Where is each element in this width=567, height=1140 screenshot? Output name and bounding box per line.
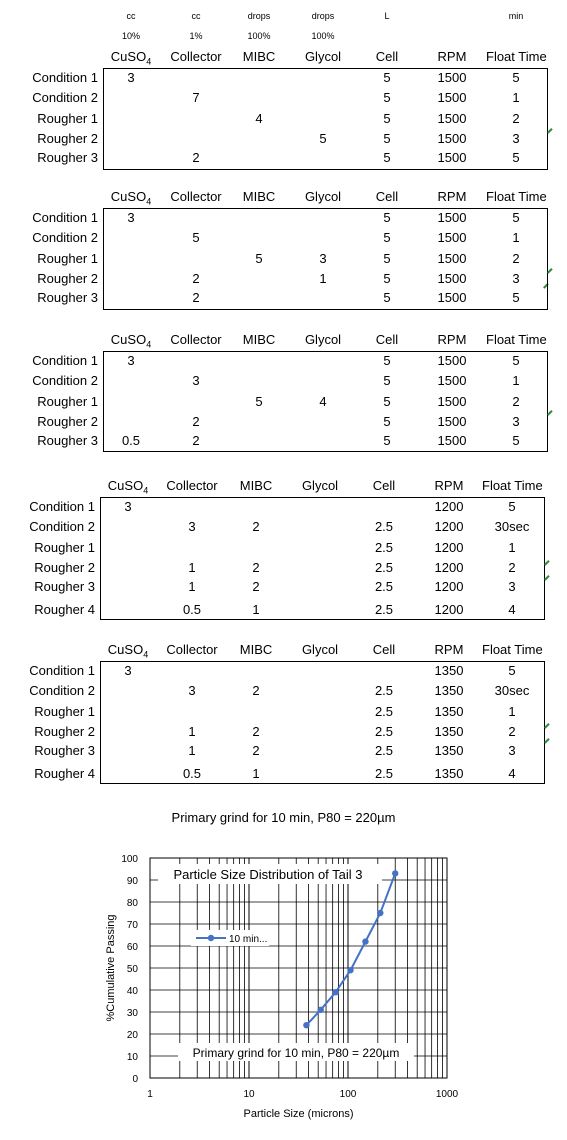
column-header: RPM — [437, 332, 467, 347]
table-cell: 5 — [383, 353, 391, 368]
row-label: Condition 2 — [32, 373, 98, 388]
table-cell: 30sec — [494, 519, 530, 534]
column-header: Float Time — [482, 478, 543, 493]
table-cell: 3 — [508, 743, 516, 758]
table-cell: 5 — [383, 373, 391, 388]
column-header: CuSO$_4$ — [110, 49, 152, 67]
column-header: Collector — [170, 189, 222, 204]
table-cell: 5 — [383, 150, 391, 165]
row-label: Rougher 2 — [37, 131, 98, 146]
table-cell: 2 — [192, 414, 200, 429]
table-cell: 2 — [252, 519, 260, 534]
subscript: 4 — [143, 485, 149, 496]
y-tick-label: 0 — [132, 1074, 138, 1085]
table-cell: 2 — [512, 111, 520, 126]
table-cell: 1200 — [434, 519, 464, 534]
table-cell: 7 — [192, 90, 200, 105]
table-cell: 1 — [188, 560, 196, 575]
row-label: Rougher 1 — [34, 704, 95, 719]
y-tick-label: 60 — [126, 942, 138, 953]
row-label: Rougher 3 — [37, 290, 98, 305]
unit-label: drops — [311, 11, 335, 21]
table-cell: 2 — [252, 560, 260, 575]
column-header: RPM — [434, 642, 464, 657]
table-cell: 2 — [252, 683, 260, 698]
column-header: Float Time — [486, 49, 547, 64]
data-point — [377, 910, 383, 916]
x-tick-label: 10 — [243, 1089, 255, 1100]
column-header: CuSO$_4$ — [110, 332, 152, 350]
x-tick-label: 100 — [339, 1089, 357, 1100]
table-cell: 1200 — [434, 560, 464, 575]
table-cell: 5 — [512, 290, 520, 305]
table-cell: 1500 — [437, 433, 467, 448]
table-cell: 4 — [508, 766, 516, 781]
table-cell: 4 — [319, 394, 327, 409]
table-cell: 5 — [512, 433, 520, 448]
table-cell: 5 — [383, 70, 391, 85]
table-cell: 30sec — [494, 683, 530, 698]
column-header: Cell — [372, 642, 396, 657]
table-cell: 0.5 — [182, 602, 202, 617]
table-cell: 5 — [383, 230, 391, 245]
column-header: MIBC — [239, 478, 273, 493]
y-tick-label: 70 — [126, 920, 138, 931]
table-cell: 5 — [512, 353, 520, 368]
column-header: RPM — [437, 49, 467, 64]
table-cell: 5 — [319, 131, 327, 146]
row-label: Rougher 3 — [34, 743, 95, 758]
table-cell: 5 — [512, 70, 520, 85]
table-cell: 0.5 — [182, 766, 202, 781]
column-header: Collector — [166, 642, 218, 657]
column-header: MIBC — [242, 49, 276, 64]
table-cell: 1500 — [437, 111, 467, 126]
table-cell: 1350 — [434, 766, 464, 781]
table-cell: 5 — [255, 251, 263, 266]
table-cell: 2.5 — [374, 704, 394, 719]
data-point — [392, 870, 398, 876]
table-cell: 2 — [252, 579, 260, 594]
row-label: Condition 1 — [32, 353, 98, 368]
table-cell: 5 — [383, 90, 391, 105]
unit-label: cc — [191, 11, 201, 21]
row-label: Rougher 1 — [37, 111, 98, 126]
table-cell: 1 — [252, 766, 260, 781]
table-cell: 1500 — [437, 210, 467, 225]
legend-label: 10 min... — [229, 934, 268, 945]
row-label: Rougher 1 — [37, 394, 98, 409]
column-header: MIBC — [239, 642, 273, 657]
table-cell: 1 — [512, 90, 520, 105]
table-cell: 2.5 — [374, 724, 394, 739]
subscript: 4 — [146, 56, 152, 67]
row-label: Condition 2 — [32, 230, 98, 245]
table-cell: 5 — [383, 433, 391, 448]
row-label: Condition 1 — [32, 210, 98, 225]
table-cell: 5 — [508, 663, 516, 678]
table-cell: 5 — [383, 210, 391, 225]
data-point — [303, 1022, 309, 1028]
table-cell: 3 — [124, 499, 132, 514]
table-cell: 2.5 — [374, 540, 394, 555]
cell-comment-marker — [547, 128, 557, 138]
row-label: Rougher 2 — [37, 271, 98, 286]
table-cell: 2 — [508, 560, 516, 575]
column-header: Cell — [372, 478, 396, 493]
table-cell: 1350 — [434, 663, 464, 678]
column-header: Float Time — [486, 332, 547, 347]
x-tick-label: 1000 — [435, 1089, 459, 1100]
table-cell: 0.5 — [121, 433, 141, 448]
table-cell: 4 — [255, 111, 263, 126]
table-cell: 1500 — [437, 251, 467, 266]
table-cell: 2.5 — [374, 602, 394, 617]
column-header: CuSO$_4$ — [107, 478, 149, 496]
table-cell: 1200 — [434, 540, 464, 555]
table-cell: 2.5 — [374, 579, 394, 594]
row-label: Condition 2 — [29, 519, 95, 534]
table-cell: 1500 — [437, 271, 467, 286]
row-label: Rougher 2 — [34, 724, 95, 739]
table-cell: 2 — [192, 433, 200, 448]
column-header: Cell — [375, 332, 399, 347]
row-label: Condition 1 — [29, 663, 95, 678]
row-label: Rougher 3 — [37, 433, 98, 448]
table-cell: 5 — [383, 414, 391, 429]
table-cell: 1200 — [434, 579, 464, 594]
table-cell: 1 — [508, 704, 516, 719]
table-cell: 1 — [188, 724, 196, 739]
table-cell: 3 — [512, 414, 520, 429]
table-cell: 1350 — [434, 683, 464, 698]
table-cell: 2 — [512, 251, 520, 266]
subscript: 4 — [146, 196, 152, 207]
cell-comment-marker — [547, 268, 557, 278]
y-tick-label: 10 — [126, 1052, 138, 1063]
grind-note: Primary grind for 10 min, P80 = 220µm — [171, 810, 396, 825]
legend-marker — [208, 935, 214, 941]
unit-percent: 10% — [121, 31, 140, 41]
table-cell: 1 — [512, 373, 520, 388]
table-cell: 1 — [512, 230, 520, 245]
table-cell: 1 — [188, 743, 196, 758]
y-tick-label: 30 — [126, 1008, 138, 1019]
particle-size-chart — [0, 840, 567, 1140]
table-cell: 5 — [383, 251, 391, 266]
table-cell: 3 — [319, 251, 327, 266]
table-cell: 2 — [512, 394, 520, 409]
y-tick-label: 90 — [126, 876, 138, 887]
unit-label: cc — [126, 11, 136, 21]
table-cell: 1500 — [437, 414, 467, 429]
table-cell: 3 — [508, 579, 516, 594]
column-header: Float Time — [486, 189, 547, 204]
table-cell: 2 — [508, 724, 516, 739]
x-axis-label: Particle Size (microns) — [243, 1108, 354, 1120]
table-cell: 1500 — [437, 70, 467, 85]
table-cell: 1200 — [434, 602, 464, 617]
table-cell: 2 — [192, 150, 200, 165]
row-label: Rougher 4 — [34, 602, 95, 617]
table-cell: 1500 — [437, 90, 467, 105]
chart-title: Particle Size Distribution of Tail 3 — [173, 867, 363, 882]
row-label: Rougher 4 — [34, 766, 95, 781]
row-label: Rougher 2 — [34, 560, 95, 575]
table-cell: 5 — [383, 394, 391, 409]
data-point — [347, 967, 353, 973]
row-label: Rougher 1 — [37, 251, 98, 266]
cell-comment-marker — [544, 575, 554, 585]
table-cell: 3 — [188, 683, 196, 698]
y-tick-label: 100 — [121, 854, 138, 865]
chart-annotation: Primary grind for 10 min, P80 = 220µm — [192, 1046, 400, 1060]
column-header: RPM — [434, 478, 464, 493]
table-cell: 5 — [255, 394, 263, 409]
row-label: Rougher 3 — [34, 579, 95, 594]
column-header: Glycol — [301, 478, 339, 493]
column-header: RPM — [437, 189, 467, 204]
column-header: Collector — [170, 49, 222, 64]
table-cell: 3 — [188, 519, 196, 534]
data-point — [362, 938, 368, 944]
column-header: Collector — [166, 478, 218, 493]
table-cell: 1200 — [434, 499, 464, 514]
table-cell: 5 — [383, 111, 391, 126]
y-tick-label: 20 — [126, 1030, 138, 1041]
table-cell: 2.5 — [374, 743, 394, 758]
row-label: Condition 1 — [29, 499, 95, 514]
table-cell: 5 — [512, 210, 520, 225]
unit-percent: 100% — [311, 31, 335, 41]
column-header: MIBC — [242, 332, 276, 347]
table-cell: 5 — [383, 271, 391, 286]
table-cell: 2.5 — [374, 766, 394, 781]
table-cell: 5 — [383, 131, 391, 146]
y-tick-label: 40 — [126, 986, 138, 997]
row-label: Rougher 2 — [37, 414, 98, 429]
table-cell: 3 — [124, 663, 132, 678]
row-label: Condition 2 — [29, 683, 95, 698]
table-cell: 2.5 — [374, 683, 394, 698]
table-cell: 1 — [188, 579, 196, 594]
cell-comment-marker — [544, 723, 554, 733]
y-tick-label: 80 — [126, 898, 138, 909]
column-header: Glycol — [304, 189, 342, 204]
unit-percent: 100% — [247, 31, 271, 41]
table-cell: 3 — [192, 373, 200, 388]
column-header: Collector — [170, 332, 222, 347]
data-point — [332, 989, 338, 995]
table-cell: 1500 — [437, 353, 467, 368]
cell-comment-marker — [547, 410, 557, 420]
column-header: Glycol — [304, 49, 342, 64]
table-cell: 2 — [252, 743, 260, 758]
row-label: Condition 1 — [32, 70, 98, 85]
table-cell: 5 — [508, 499, 516, 514]
table-cell: 1500 — [437, 150, 467, 165]
column-header: Cell — [375, 189, 399, 204]
table-cell: 1350 — [434, 724, 464, 739]
unit-label: L — [384, 11, 390, 21]
table-cell: 1500 — [437, 230, 467, 245]
unit-label: drops — [247, 11, 271, 21]
column-header: Glycol — [304, 332, 342, 347]
table-cell: 3 — [127, 70, 135, 85]
table-cell: 2.5 — [374, 519, 394, 534]
y-tick-label: 50 — [126, 964, 138, 975]
table-cell: 3 — [512, 271, 520, 286]
data-point — [318, 1007, 324, 1013]
table-cell: 1 — [508, 540, 516, 555]
row-label: Rougher 1 — [34, 540, 95, 555]
unit-label: min — [508, 11, 524, 21]
x-tick-label: 1 — [147, 1089, 153, 1100]
table-cell: 1350 — [434, 743, 464, 758]
table-cell: 1 — [252, 602, 260, 617]
table-cell: 1500 — [437, 290, 467, 305]
column-header: CuSO$_4$ — [110, 189, 152, 207]
column-header: Float Time — [482, 642, 543, 657]
table-cell: 1 — [319, 271, 327, 286]
cell-comment-marker — [544, 560, 554, 570]
y-axis-label: %Cumulative Passing — [105, 914, 117, 1022]
subscript: 4 — [143, 649, 149, 660]
table-cell: 1350 — [434, 704, 464, 719]
table-cell: 5 — [192, 230, 200, 245]
subscript: 4 — [146, 339, 152, 350]
column-header: Glycol — [301, 642, 339, 657]
table-cell: 5 — [383, 290, 391, 305]
column-header: CuSO$_4$ — [107, 642, 149, 660]
column-header: Cell — [375, 49, 399, 64]
column-header: MIBC — [242, 189, 276, 204]
table-cell: 3 — [127, 353, 135, 368]
cell-comment-marker — [544, 738, 554, 748]
table-cell: 2 — [192, 271, 200, 286]
table-cell: 2.5 — [374, 560, 394, 575]
table-cell: 1500 — [437, 131, 467, 146]
table-cell: 3 — [512, 131, 520, 146]
unit-percent: 1% — [189, 31, 203, 41]
table-cell: 1500 — [437, 373, 467, 388]
table-cell: 2 — [192, 290, 200, 305]
row-label: Rougher 3 — [37, 150, 98, 165]
table-cell: 3 — [127, 210, 135, 225]
row-label: Condition 2 — [32, 90, 98, 105]
table-cell: 1500 — [437, 394, 467, 409]
table-cell: 5 — [512, 150, 520, 165]
table-cell: 2 — [252, 724, 260, 739]
table-cell: 4 — [508, 602, 516, 617]
